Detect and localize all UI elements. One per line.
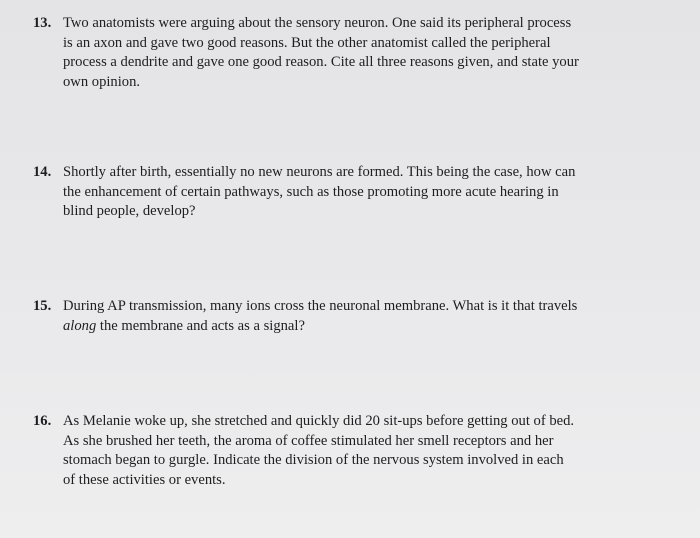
question-text-line: blind people, develop?: [63, 203, 196, 219]
question-text-line: process a dendrite and gave one good reason. Cite all three reasons given, and state your: [63, 54, 579, 70]
question-text-line: stomach began to gurgle. Indicate the division of the nervous system involved in each: [63, 452, 564, 468]
italic-emphasis: along: [63, 317, 97, 334]
question-number: 13.: [33, 15, 52, 31]
question-text-line: During AP transmission, many ions cross the neuronal membrane. What is it that travels: [63, 298, 578, 314]
question-number: 14.: [33, 164, 52, 180]
question-text-line: the enhancement of certain pathways, such as those promoting more acute hearing in: [63, 183, 559, 200]
question-text-line: own opinion.: [63, 73, 141, 90]
question-text-line: [63, 317, 305, 337]
question-number: 15.: [33, 298, 52, 314]
question-text-line: is an axon and gave two good reasons. But the other anatomist called the peripheral: [63, 34, 551, 51]
question-text-line: As she brushed her teeth, the aroma of coffee stimulated her smell receptors and her: [63, 432, 554, 449]
question-text-line: of these activities or events.: [63, 471, 226, 488]
question-text-line: Two anatomists were arguing about the sensory neuron. One said its peripheral process: [63, 15, 572, 31]
question-text-rest: the membrane and acts as a signal?: [96, 317, 305, 334]
question-text-line: Shortly after birth, essentially no new neurons are formed. This being the case, how can: [63, 164, 576, 180]
question-number: 16.: [33, 413, 52, 429]
question-text-line: As Melanie woke up, she stretched and quickly did 20 sit-ups before getting out of bed.: [63, 413, 575, 429]
